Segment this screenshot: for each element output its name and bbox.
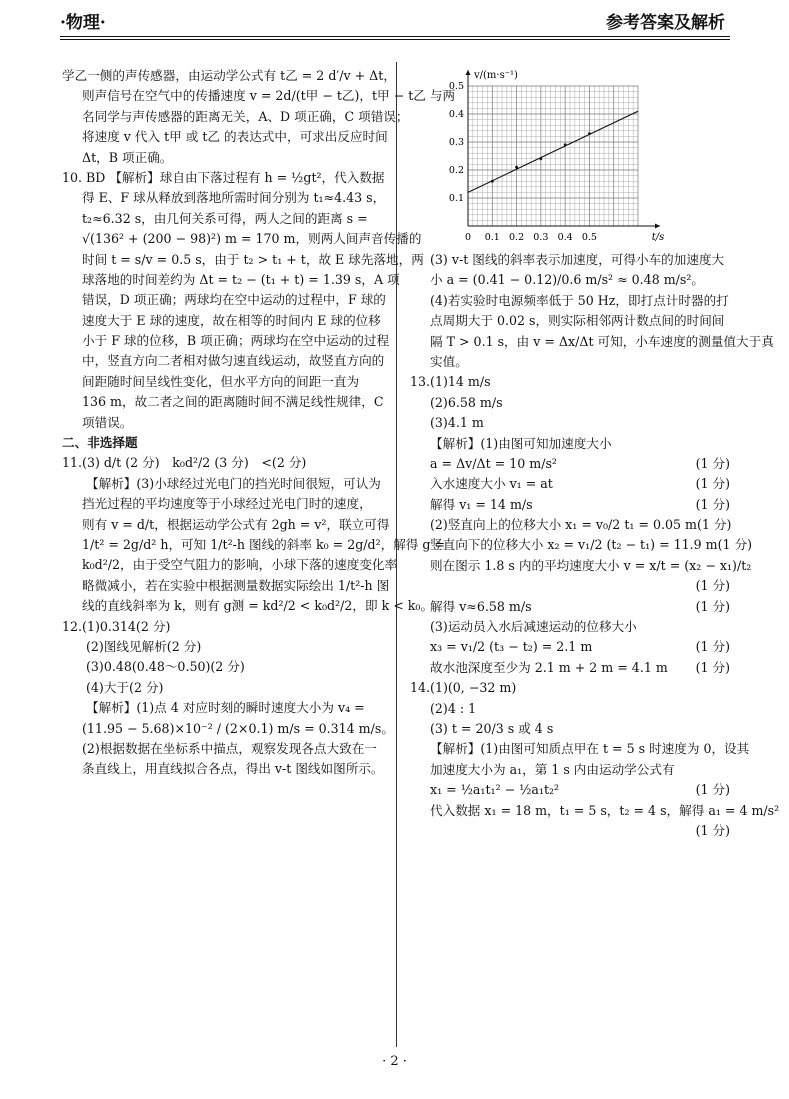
fit-line [468,111,638,192]
scored-line [410,780,730,800]
scored-text: 解得 v≈6.58 m/s [430,598,532,614]
scored-text: (3)运动员入水后减速运动的位移大小 [430,619,637,635]
text-line: 时间 t = s/v = 0.5 s，由于 t₂ > t₁ + t，故 E 球先落地，两 [82,251,424,267]
subject-label: ·物理· [60,13,106,33]
x-axis-arrow [655,224,660,229]
header-rule [60,36,730,37]
text-line: 10. BD 【解析】球自由下落过程有 h = ½gt²，代入数据 [62,169,385,185]
text-line: 实值。 [430,353,468,369]
text-line: 13.(1)14 m/s [410,374,491,390]
text-line: 二、非选择题 [62,435,138,451]
text-line: 学乙一侧的声传感器，由运动学公式有 t乙 = 2 d′/v + Δt， [62,68,396,83]
text-line: 速度大于 E 球的速度，故在相等的时间内 E 球的位移 [82,312,381,328]
text-line: (3) t = 20/3 s 或 4 s [430,720,554,736]
text-line: 加速度大小为 a₁，第 1 s 内由运动学公式有 [430,761,675,777]
text-line: 将速度 v 代入 t甲 或 t乙 的表达式中，可求出反应时间 [82,129,388,145]
text-line: (2)4 : 1 [430,700,477,716]
y-tick-label: 0.4 [448,109,464,120]
text-line: 【解析】(1)由图可知加速度大小 [430,435,612,451]
scored-text: 入水速度大小 v₁ = at [430,476,553,492]
text-line: 点周期大于 0.02 s，则实际相邻两计数点间的时间间 [430,313,725,329]
x-tick-label: 0 [464,232,472,243]
text-line: (3)4.1 m [430,415,484,431]
text-line: 间距随时间呈线性变化，但水平方向的间距一直为 [82,373,360,389]
x-tick-label: 0.1 [484,232,500,243]
y-axis-arrow [466,70,471,75]
score-label: (1 分) [695,598,730,614]
scored-line [410,535,753,555]
scored-line [410,801,780,821]
scored-line [410,515,730,535]
scored-text: 竖直向下的位移大小 x₂ = v₁/2 (t₂ − t₁) = 11.9 m [430,537,718,553]
scored-text: 故水池深度至少为 2.1 m + 2 m = 4.1 m [430,659,668,675]
text-line: 【解析】(1)由图可知质点甲在 t = 5 s 时速度为 0，设其 [430,741,750,757]
text-line: 11.(3) d/t (2 分) k₀d²/2 (3 分) <(2 分) [62,455,307,471]
scored-text: a = Δv/Δt = 10 m/s² [430,455,557,471]
data-point [564,143,567,146]
text-line: 小于 F 球的位移，B 项正确；两球均在空中运动的过程 [82,333,390,349]
text-line: (2)6.58 m/s [430,394,503,410]
text-line: 【解析】(3)小球经过光电门的挡光时间很短，可认为 [86,475,381,491]
text-line: 12.(1)0.314(2 分) [62,618,171,634]
y-axis-label: v/(m·s⁻¹) [474,70,518,81]
y-tick-label: 0.2 [448,165,464,176]
text-line: 则声信号在空气中的传播速度 v = 2d/(t甲 − t乙)，t甲 − t乙 与两 [82,88,456,104]
data-point [515,166,518,169]
scored-line [410,454,730,474]
text-line: t₂≈6.32 s，由几何关系可得，两人之间的距离 s = [82,210,368,226]
scored-text: 解得 v₁ = 14 m/s [430,496,533,512]
text-line: k₀d²/2，由于受空气阻力的影响，小球下落的速度变化率 [82,557,398,573]
score-label: (1 分) [695,476,730,492]
text-line: (4)大于(2 分) [86,679,164,695]
text-line: 线的直线斜率为 k，则有 g测 = kd²/2 < k₀d²/2，即 k < k₀。 [82,598,434,614]
scored-text: x₃ = v₁/2 (t₃ − t₂) = 2.1 m [430,639,593,655]
text-line: (3) v-t 图线的斜率表示加速度，可得小车的加速度大 [430,252,725,267]
y-tick-label: 0.3 [448,137,464,148]
scored-line [410,597,730,617]
header-rule-thin [60,39,730,40]
scored-text: 则在图示 1.8 s 内的平均速度大小 v = x/t = (x₂ − x₁)/t₂ [430,557,752,573]
text-line: 136 m，故二者之间的距离随时间不满足线性规律，C [82,394,384,410]
text-line: 球落地的时间差约为 Δt = t₂ − (t₁ + t) = 1.39 s，A 项 [82,271,400,287]
data-point [539,157,542,160]
text-line: (2)根据数据在坐标系中描点，观察发现各点大致在一 [82,740,377,756]
scored-line [410,576,730,596]
scored-line [410,556,752,576]
text-line: 则有 v = d/t，根据运动学公式有 2gh = v²，联立可得 [82,516,390,532]
text-line: (4)若实验时电源频率低于 50 Hz，即打点计时器的打 [430,292,729,308]
score-label: (1 分) [717,537,753,553]
text-line: 14.(1)(0, −32 m) [410,680,517,696]
text-line: (11.95 − 5.68)×10⁻² / (2×0.1) m/s = 0.314 m/s。 [82,720,394,736]
scored-line [410,495,730,515]
score-label: (1 分) [696,517,732,533]
scored-line [410,637,730,657]
x-axis-label: t/s [651,232,665,243]
section-label: 参考答案及解析 [606,13,725,33]
x-tick-label: 0.5 [581,232,597,243]
text-line: 得 E、F 球从释放到落地所需时间分别为 t₁≈4.43 s， [82,190,386,206]
text-line: 【解析】(1)点 4 对应时刻的瞬时速度大小为 v₄ = [86,700,365,716]
text-line: √(136² + (200 − 98)²) m = 170 m，则两人间声音传播的 [82,231,422,247]
text-line: Δt，B 项正确。 [82,149,173,165]
v-t-graph [446,66,666,246]
text-line: 错误，D 项正确；两球均在空中运动的过程中，F 球的 [82,292,386,308]
text-line: (2)图线见解析(2 分) [86,638,202,654]
scored-text: (2)竖直向上的位移大小 x₁ = v₀/2 t₁ = 0.05 m [430,517,697,533]
scored-text: x₁ = ½a₁t₁² − ½a₁t₂² [430,782,560,798]
score-label: (1 分) [695,496,730,512]
scored-line [410,658,730,678]
text-line: (3)0.48(0.48～0.50)(2 分) [86,659,245,675]
text-line: 小 a = (0.41 − 0.12)/0.6 m/s² ≈ 0.48 m/s²。 [430,272,704,288]
score-label: (1 分) [695,659,730,675]
text-line: 略微减小，若在实验中根据测量数据实际绘出 1/t²-h 图 [82,577,390,593]
text-line: 名同学与声传感器的距离无关，A、D 项正确，C 项错误； [82,108,409,124]
score-label: (1 分) [695,639,730,655]
text-line: 项错误。 [82,414,133,430]
scored-line [410,617,730,637]
page-header [0,6,789,32]
text-line: 隔 T > 0.1 s，由 v = Δx/Δt 可知，小车速度的测量值大于真 [430,333,774,349]
text-line: 1/t² = 2g/d² h，可知 1/t²-h 图线的斜率 k₀ = 2g/d²，解得 g = [82,536,446,552]
y-tick-label: 0.5 [448,81,464,92]
score-label: (1 分) [695,578,730,594]
x-tick-label: 0.2 [509,232,525,243]
x-tick-label: 0.3 [533,232,549,243]
y-tick-label: 0.1 [448,193,464,204]
page-number: · 2 · [382,1054,407,1069]
score-label: (1 分) [695,822,730,838]
data-point [491,180,494,183]
scored-line [410,821,730,841]
scored-line [410,474,730,494]
text-line: 挡光过程的平均速度等于小球经过光电门时的速度， [82,496,372,512]
right-column [410,250,780,841]
scored-text: 代入数据 x₁ = 18 m，t₁ = 5 s，t₂ = 4 s，解得 a₁ = 4 m/s² [430,802,780,818]
text-line: 中，竖直方向二者相对做匀速直线运动，故竖直方向的 [82,353,385,369]
score-label: (1 分) [695,782,730,798]
text-line: 条直线上，用直线拟合各点，得出 v-t 图线如图所示。 [82,761,384,777]
score-label: (1 分) [695,455,730,471]
data-point [588,132,591,135]
x-tick-label: 0.4 [557,232,573,243]
